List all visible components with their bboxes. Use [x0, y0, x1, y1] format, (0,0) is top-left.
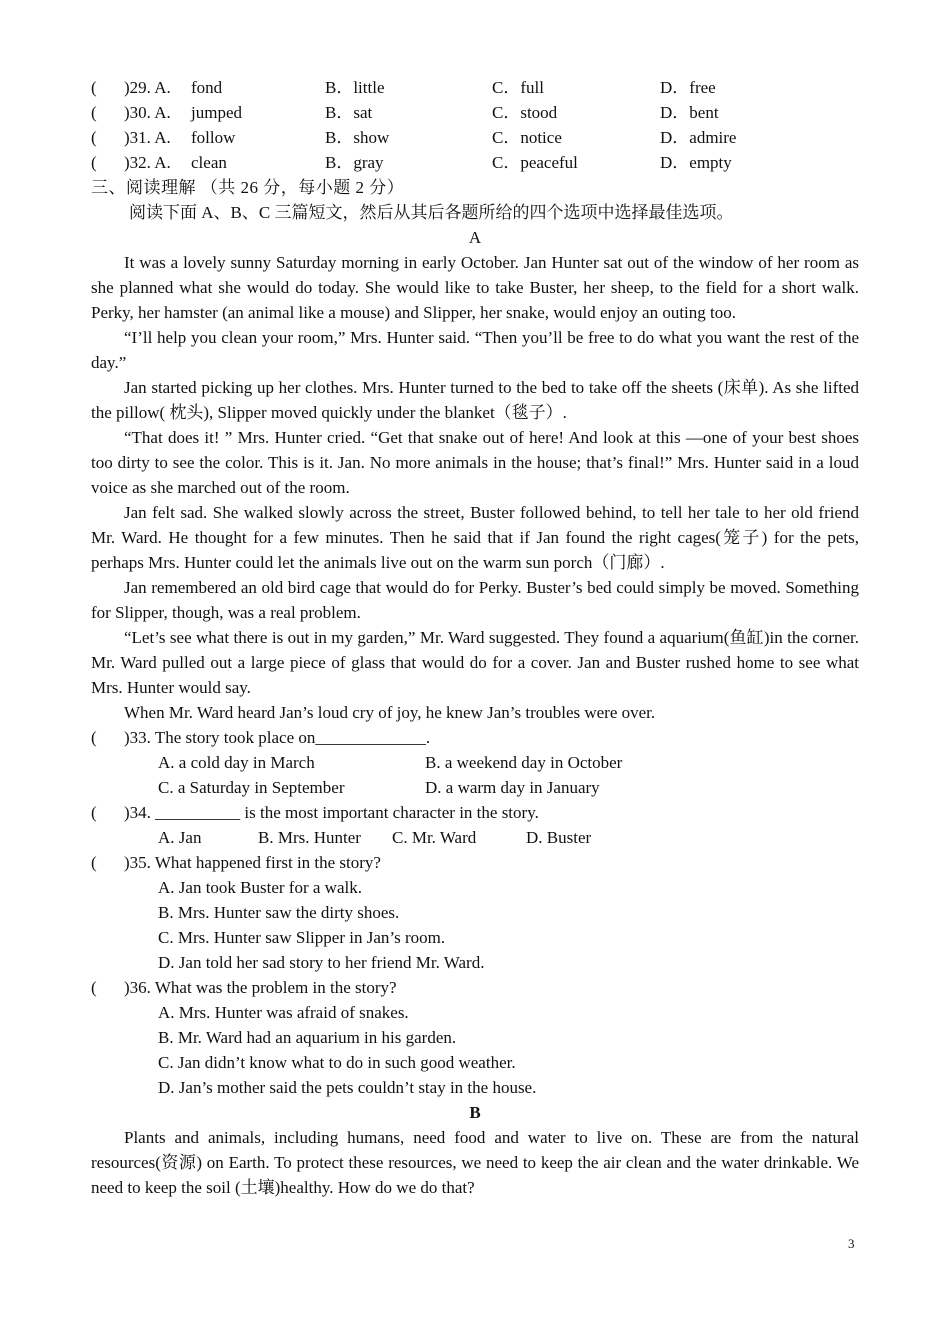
- option-c: C. Jan didn’t know what to do in such good weather.: [158, 1053, 516, 1072]
- question-text: )35. What happened first in the story?: [124, 853, 381, 872]
- option-d: D. Jan’s mother said the pets couldn’t stay in the house.: [158, 1078, 537, 1097]
- mc-row-31: [91, 125, 859, 150]
- question-36: [91, 975, 859, 1000]
- instructions: 阅读下面 A、B、C 三篇短文，然后从其后各题所给的四个选项中选择最佳选项。: [129, 203, 734, 222]
- question-34: [91, 800, 859, 825]
- answer-paren: (: [91, 153, 97, 172]
- page-number: 3: [848, 1236, 855, 1251]
- mc-row-32: [91, 150, 859, 175]
- question-35: [91, 850, 859, 875]
- question-number: )31. A.: [124, 128, 171, 147]
- mc-row-29: [91, 75, 859, 100]
- passage-paragraph: Jan started picking up her clothes. Mrs. Hunter turned to the bed to take off the sheets (床单). As she lifted the pillow( 枕头), Slipper moved quickly under the blanket（毯子）.: [91, 378, 859, 422]
- option-b: B. Mr. Ward had an aquarium in his garden.: [158, 1028, 457, 1047]
- question-33: [91, 725, 859, 750]
- section-title: 三、阅读理解 （共 26 分，每小题 2 分）: [91, 178, 405, 197]
- option-d: D．admire: [660, 128, 737, 147]
- option-d: D. Buster: [526, 828, 592, 847]
- option-a: fond: [191, 78, 223, 97]
- question-text: )33. The story took place on_____________.: [124, 728, 431, 747]
- passage-paragraph: Plants and animals, including humans, need food and water to live on. These are from the natural resources(资源) on Earth. To protect these resources, we need to keep the air clean and the water drinkable. We need to keep the soil (土壤)healthy. How do we do that?: [91, 1128, 859, 1197]
- answer-paren: (: [91, 728, 97, 747]
- option-c: C．full: [492, 78, 544, 97]
- question-text: )34. __________ is the most important character in the story.: [124, 803, 539, 822]
- option-a: clean: [191, 153, 227, 172]
- options-row: [91, 775, 859, 800]
- option-b: B．little: [325, 78, 385, 97]
- option-c: C．stood: [492, 103, 558, 122]
- passage-paragraph: “Let’s see what there is out in my garden,” Mr. Ward suggested. They found a aquarium(鱼缸)in the corner. Mr. Ward pulled out a large piece of glass that would do for a cover. Jan and Buster rushed home to see what Mrs. Hunter would say.: [91, 628, 859, 697]
- option-d: D. Jan told her sad story to her friend Mr. Ward.: [158, 953, 485, 972]
- option-a: A. Mrs. Hunter was afraid of snakes.: [158, 1003, 409, 1022]
- passage-paragraph: When Mr. Ward heard Jan’s loud cry of joy, he knew Jan’s troubles were over.: [124, 703, 656, 722]
- passage-paragraph: It was a lovely sunny Saturday morning in early October. Jan Hunter sat out of the window of her room as she planned what she would do today. She would like to take Buster, her sheep, to the field for a short walk. Perky, her hamster (an animal like a mouse) and Slipper, her snake, would enjoy an outing too.: [91, 253, 859, 322]
- passage-paragraph: Jan remembered an old bird cage that would do for Perky. Buster’s bed could simply be moved. Something for Slipper, though, was a real problem.: [91, 578, 859, 622]
- mc-row-30: [91, 100, 859, 125]
- answer-paren: (: [91, 78, 97, 97]
- question-number: )32. A.: [124, 153, 171, 172]
- option-a: jumped: [191, 103, 242, 122]
- question-number: )30. A.: [124, 103, 171, 122]
- option-a: A. a cold day in March: [158, 753, 315, 772]
- option-c: C．peaceful: [492, 153, 578, 172]
- option-a: A. Jan: [158, 828, 202, 847]
- options-row: [91, 825, 859, 850]
- option-a: A. Jan took Buster for a walk.: [158, 878, 362, 897]
- option-c: C. a Saturday in September: [158, 778, 345, 797]
- option-d: D．empty: [660, 153, 732, 172]
- option-b: B. a weekend day in October: [425, 753, 623, 772]
- answer-paren: (: [91, 103, 97, 122]
- option-d: D. a warm day in January: [425, 778, 600, 797]
- option-b: B. Mrs. Hunter: [258, 828, 361, 847]
- answer-paren: (: [91, 853, 97, 872]
- option-d: D．bent: [660, 103, 719, 122]
- option-c: C．notice: [492, 128, 562, 147]
- option-b: B．sat: [325, 103, 373, 122]
- option-b: B. Mrs. Hunter saw the dirty shoes.: [158, 903, 400, 922]
- passage-paragraph: “That does it! ” Mrs. Hunter cried. “Get that snake out of here! And look at this —one of your best shoes too dirty to see the color. This is it. Jan. No more animals in the house; that’s final!” Mrs. Hunter said in a loud voice as she marched out of the room.: [91, 428, 859, 497]
- option-c: C. Mrs. Hunter saw Slipper in Jan’s room.: [158, 928, 446, 947]
- options-row: [91, 750, 859, 775]
- option-b: B．show: [325, 128, 390, 147]
- passage-paragraph: Jan felt sad. She walked slowly across the street, Buster followed behind, to tell her tale to her old friend Mr. Ward. He thought for a few minutes. Then he said that if Jan found the right cages(笼子) for the pets, perhaps Mrs. Hunter could let the animals live out on the warm sun porch（门廊）.: [91, 503, 859, 572]
- option-c: C. Mr. Ward: [392, 828, 477, 847]
- passage-b-heading: B: [469, 1103, 481, 1122]
- passage-a-heading: A: [468, 228, 482, 247]
- option-d: D．free: [660, 78, 716, 97]
- answer-paren: (: [91, 978, 97, 997]
- answer-paren: (: [91, 128, 97, 147]
- answer-paren: (: [91, 803, 97, 822]
- option-a: follow: [191, 128, 236, 147]
- option-b: B．gray: [325, 153, 384, 172]
- exam-page: [91, 75, 859, 1200]
- passage-paragraph: “I’ll help you clean your room,” Mrs. Hunter said. “Then you’ll be free to do what you want the rest of the day.”: [91, 328, 859, 372]
- question-text: )36. What was the problem in the story?: [124, 978, 397, 997]
- question-number: )29. A.: [124, 78, 171, 97]
